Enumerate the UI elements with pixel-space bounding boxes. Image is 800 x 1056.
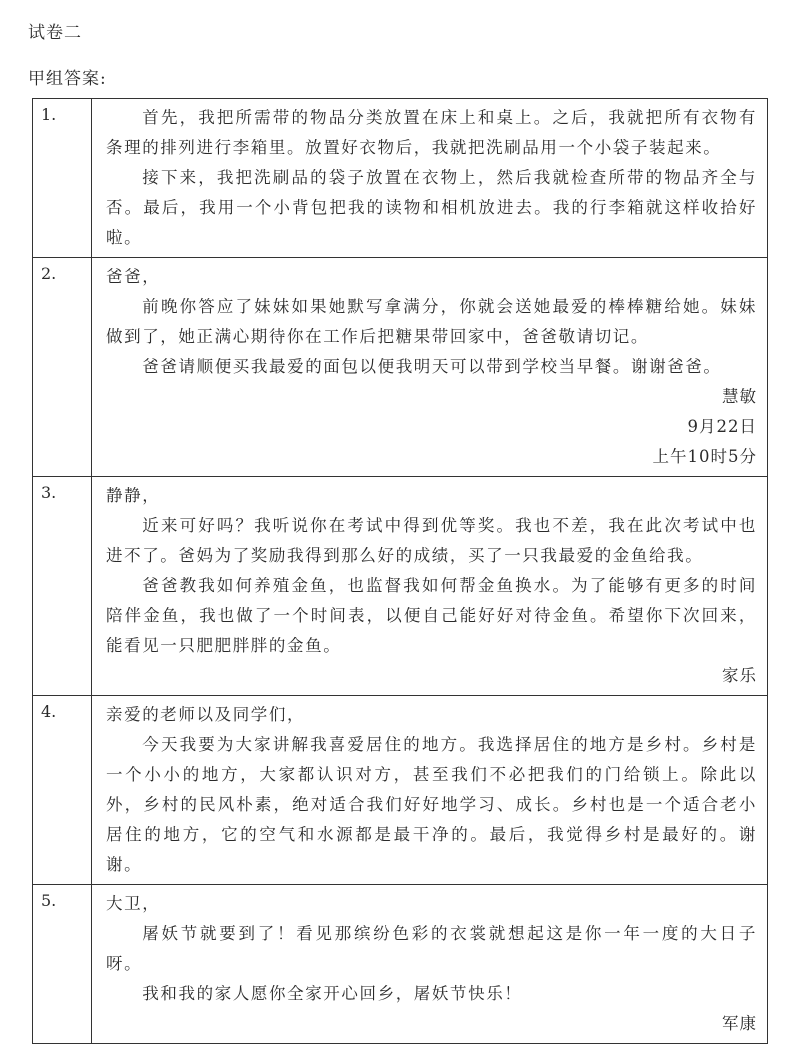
answer-text — [106, 262, 757, 382]
signature-line: 家乐 — [722, 666, 757, 685]
answer-row — [33, 99, 768, 258]
group-label: 甲组答案: — [28, 69, 107, 89]
answer-paragraph: 屠妖节就要到了！看见那缤纷色彩的衣裳就想起这是你一年一度的大日子呀。 — [106, 924, 757, 973]
answer-paragraph: 我和我的家人愿你全家开心回乡，屠妖节快乐！ — [142, 984, 523, 1003]
letter-greeting: 亲爱的老师以及同学们， — [106, 705, 306, 724]
answer-number: 1. — [33, 99, 92, 258]
letter-greeting: 爸爸， — [106, 267, 161, 286]
signature-line: 9月22日 — [687, 417, 757, 436]
answers-table — [32, 98, 768, 1044]
answer-body — [92, 99, 768, 258]
answer-number: 3. — [33, 477, 92, 696]
signature-line: 慧敏 — [722, 387, 757, 406]
answer-body — [92, 696, 768, 885]
answer-number: 4. — [33, 696, 92, 885]
answer-body — [92, 258, 768, 477]
answer-paragraph: 前晚你答应了妹妹如果她默写拿满分，你就会送她最爱的棒棒糖给她。妹妹做到了，她正满心期待你在工作后把糖果带回家中，爸爸敬请切记。 — [106, 297, 757, 346]
answer-text — [106, 103, 757, 253]
answer-text — [106, 700, 757, 880]
answer-paragraph: 爸爸教我如何养殖金鱼，也监督我如何帮金鱼换水。为了能够有更多的时间陪伴金鱼，我也做了一个时间表，以便自己能好好对待金鱼。希望你下次回来，能看见一只肥肥胖胖的金鱼。 — [106, 576, 757, 655]
answer-row — [33, 477, 768, 696]
answer-number: 5. — [33, 885, 92, 1044]
signature-line: 军康 — [722, 1014, 757, 1033]
paper-title: 试卷二 — [28, 23, 82, 43]
answer-paragraph: 今天我要为大家讲解我喜爱居住的地方。我选择居住的地方是乡村。乡村是一个小小的地方，大家都认识对方，甚至我们不必把我们的门给锁上。除此以外，乡村的民风朴素，绝对适合我们好好地学习、成长。乡村也是一个适合老小居住的地方，它的空气和水源都是最干净的。最后，我觉得乡村是最好的。谢谢。 — [106, 735, 757, 874]
answer-text — [106, 889, 757, 1009]
answer-paragraph: 接下来，我把洗刷品的袋子放置在衣物上，然后我就检查所带的物品齐全与否。最后，我用一个小背包把我的读物和相机放进去。我的行李箱就这样收拾好啦。 — [106, 168, 757, 247]
answer-text — [106, 481, 757, 661]
answer-body — [92, 885, 768, 1044]
answer-number: 2. — [33, 258, 92, 477]
answer-row — [33, 885, 768, 1044]
answer-paragraph: 首先，我把所需带的物品分类放置在床上和桌上。之后，我就把所有衣物有条理的排列进行李箱里。放置好衣物后，我就把洗刷品用一个小袋子装起来。 — [106, 108, 757, 157]
answer-row — [33, 258, 768, 477]
letter-greeting: 静静， — [106, 486, 161, 505]
letter-greeting: 大卫， — [106, 894, 161, 913]
answer-paragraph: 近来可好吗？我听说你在考试中得到优等奖。我也不差，我在此次考试中也进不了。爸妈为了奖励我得到那么好的成绩，买了一只我最爱的金鱼给我。 — [106, 516, 757, 565]
answer-paragraph: 爸爸请顺便买我最爱的面包以便我明天可以带到学校当早餐。谢谢爸爸。 — [142, 357, 722, 376]
signature-line: 上午10时5分 — [652, 447, 757, 466]
answer-row — [33, 696, 768, 885]
answer-body — [92, 477, 768, 696]
